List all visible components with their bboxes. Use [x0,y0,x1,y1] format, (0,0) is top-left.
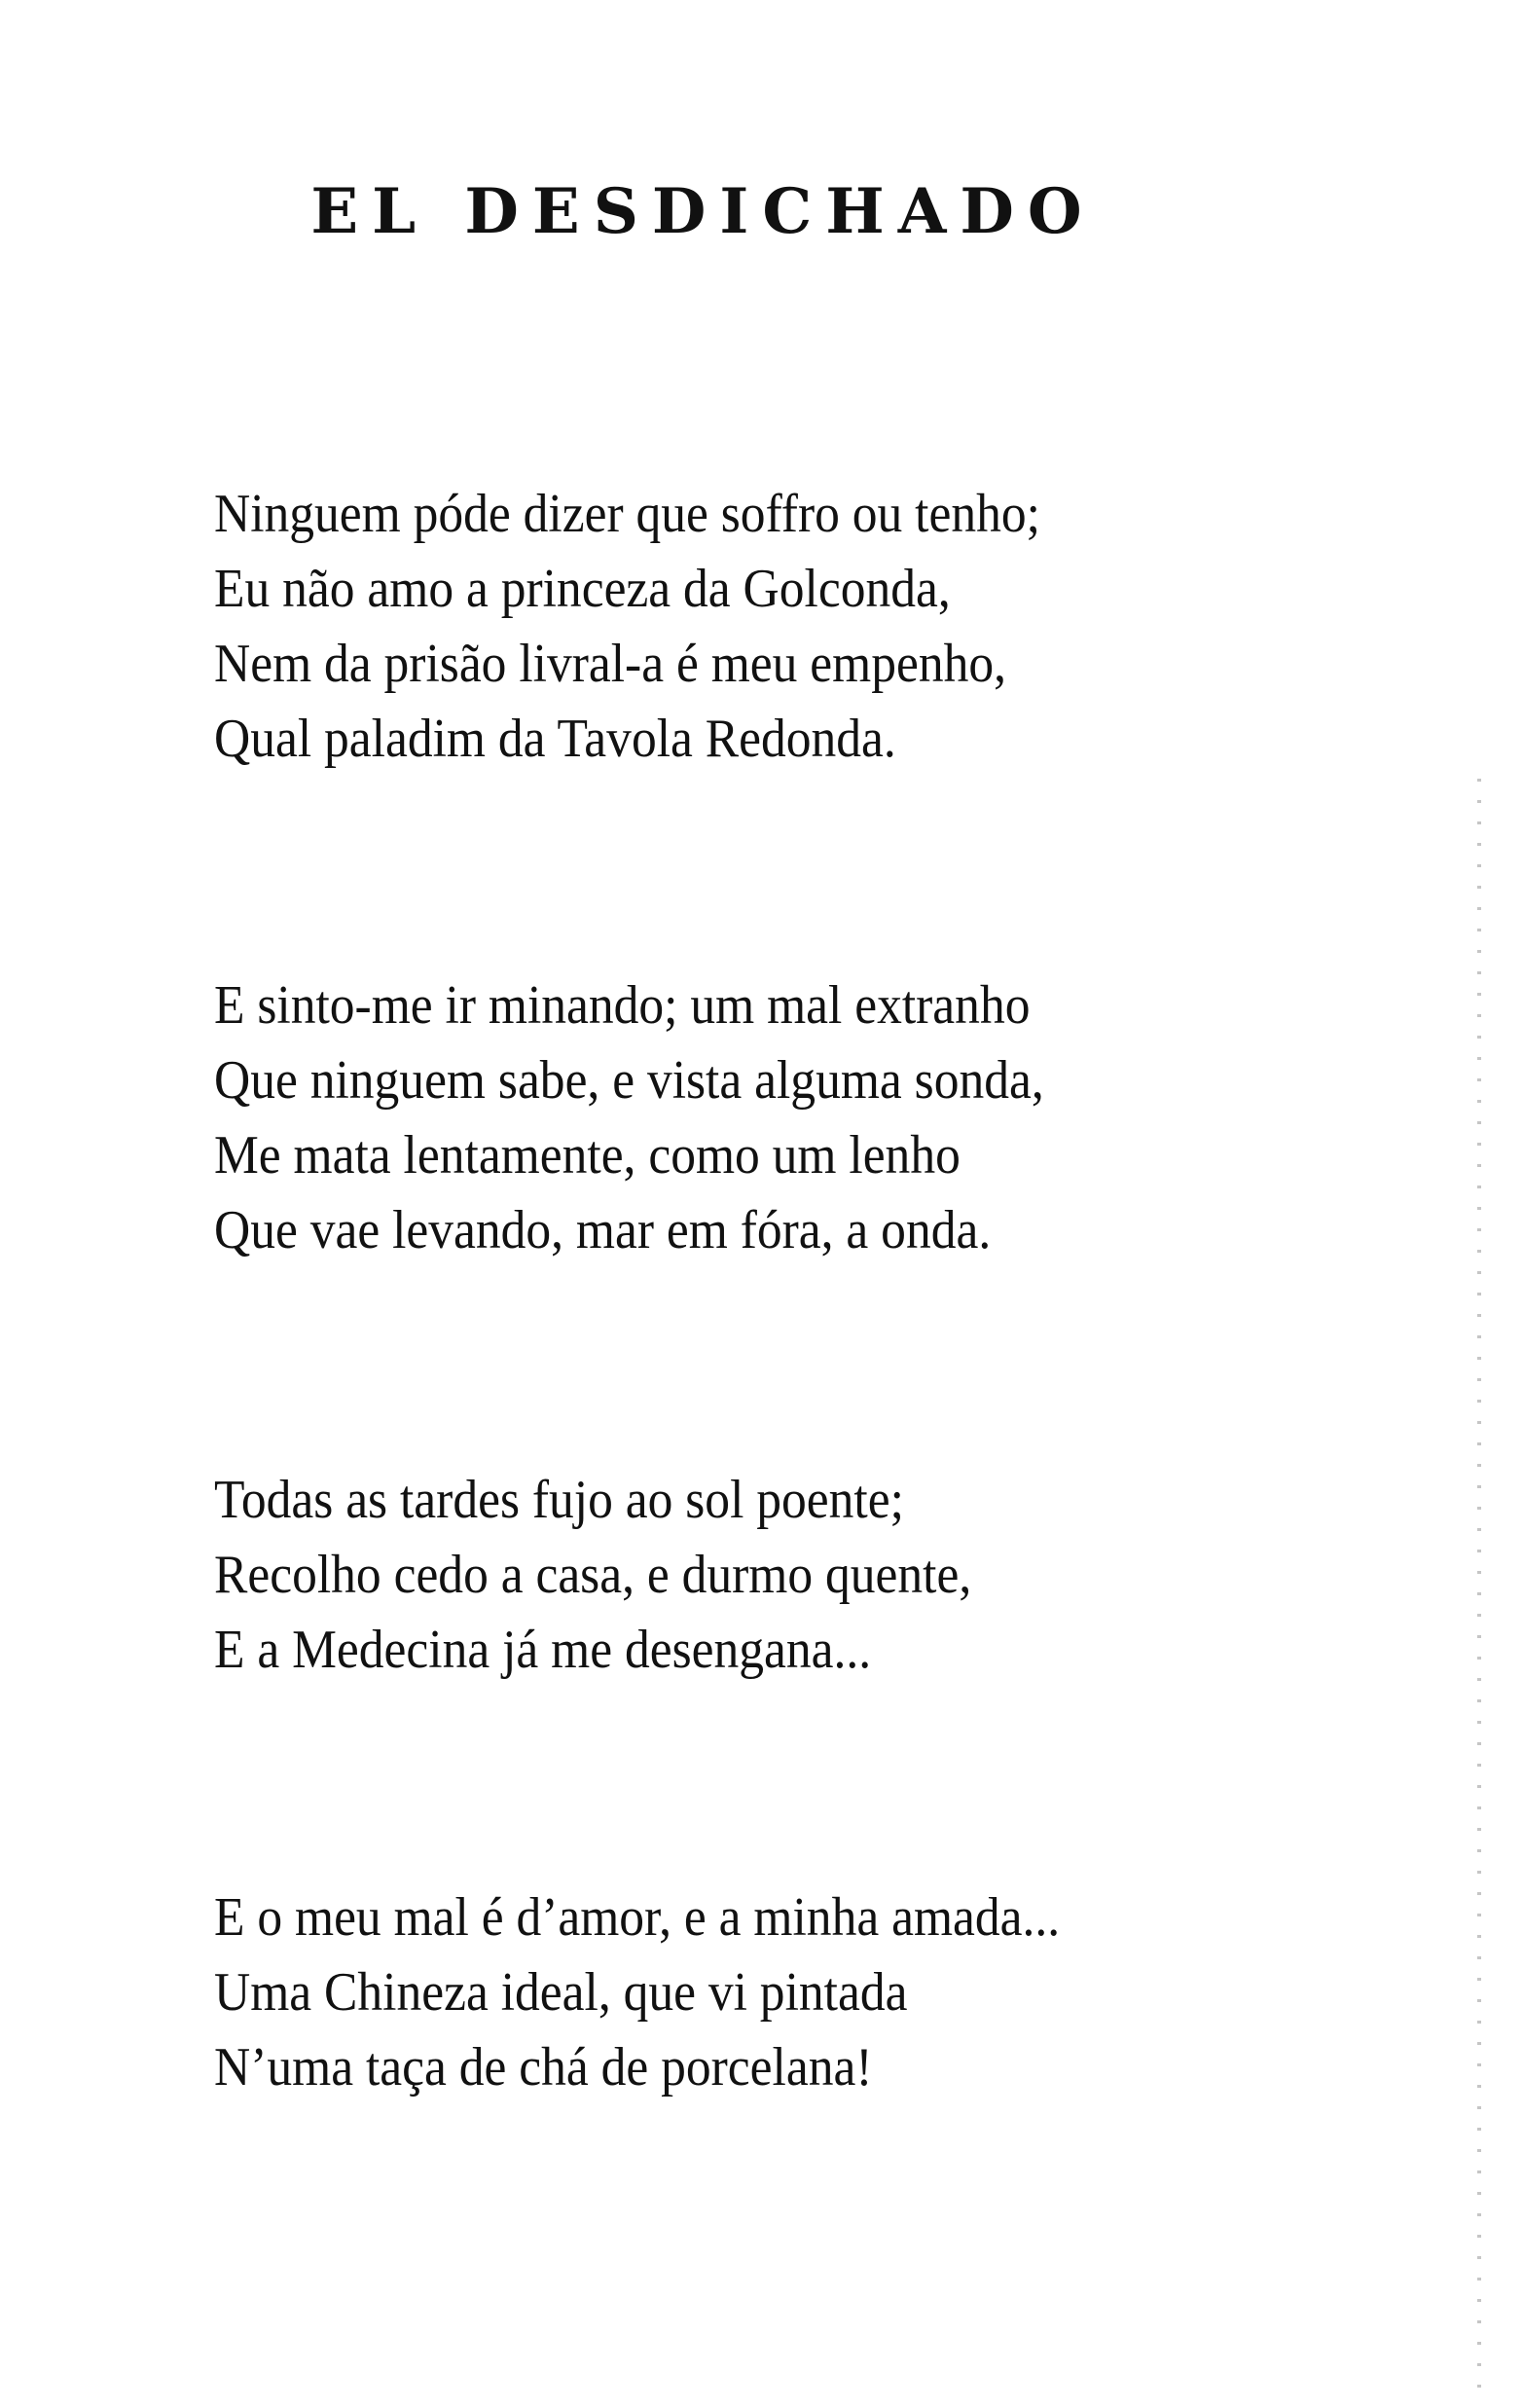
verse-line: E a Medecina já me desengana... [214,1620,872,1680]
verse-line: Todas as tardes fujo ao sol poente; [214,1470,904,1530]
stanza-2 [214,968,1116,1268]
verse-line: Recolho cedo a casa, e durmo quente, [214,1545,972,1605]
stanza-1 [214,477,1112,777]
stanza-3 [214,1463,1037,1688]
verse-line: Qual paladim da Tavola Redonda. [214,709,896,769]
verse-line: Uma Chineza ideal, que vi pintada [214,1962,908,2023]
verse-line: E o meu mal é d’amor, e a minha amada... [214,1887,1061,1948]
verse-line: Que ninguem sabe, e vista alguma sonda, [214,1050,1044,1111]
verse-line: Me mata lentamente, como um lenho [214,1125,961,1186]
verse-line: Nem da prisão livral-a é meu empenho, [214,634,1007,694]
verse-line: Ninguem póde dizer que soffro ou tenho; [214,484,1040,544]
stanza-4 [214,1880,1134,2105]
page-edge-specks [1477,779,1481,2394]
poem-title: EL DESDICHADO [310,175,1096,248]
verse-line: N’uma taça de chá de porcelana! [214,2037,873,2098]
verse-line: Que vae levando, mar em fóra, a onda. [214,1200,992,1260]
verse-line: E sinto-me ir minando; um mal extranho [214,975,1031,1036]
verse-line: Eu não amo a princeza da Golconda, [214,559,951,619]
